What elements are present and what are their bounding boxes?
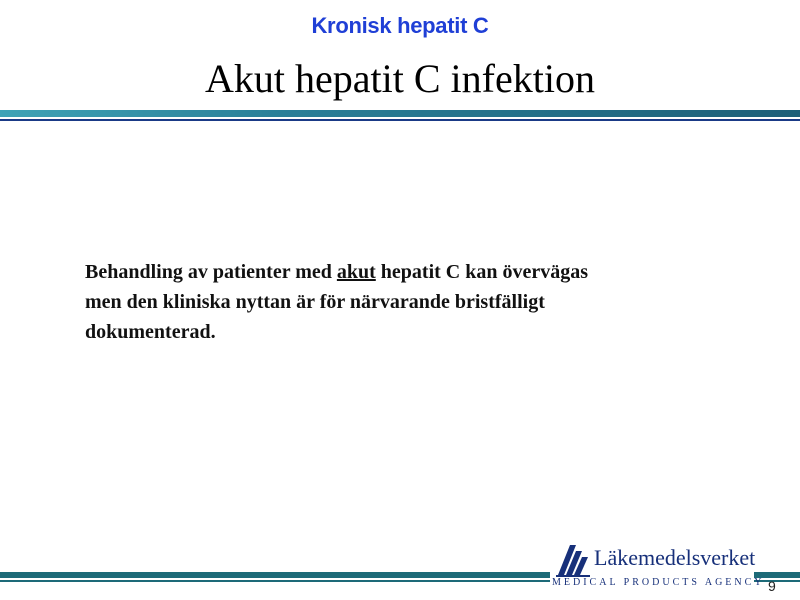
body-line-2: men den kliniska nyttan är för närvarande bristfälligt (85, 291, 545, 313)
section-title: Kronisk hepatit C (311, 13, 489, 38)
page-number: 9 (768, 578, 776, 594)
logo-name: Läkemedelsverket (594, 545, 756, 570)
header-divider-thin (0, 119, 800, 121)
body-line-1-start: Behandling av patienter med (85, 261, 337, 283)
underlined-keyword: akut (336, 261, 376, 283)
logo-mark-icon (556, 541, 590, 577)
logo-subtitle: MEDICAL PRODUCTS AGENCY (552, 577, 765, 588)
slide-title: Akut hepatit C infektion (205, 56, 595, 101)
header-divider (0, 110, 800, 117)
agency-logo (550, 541, 765, 589)
body-paragraph (85, 257, 765, 347)
body-line-3: dokumenterad. (85, 321, 216, 343)
body-line-1-end: hepatit C kan övervägas (375, 261, 589, 283)
body-line-1 (85, 257, 765, 287)
